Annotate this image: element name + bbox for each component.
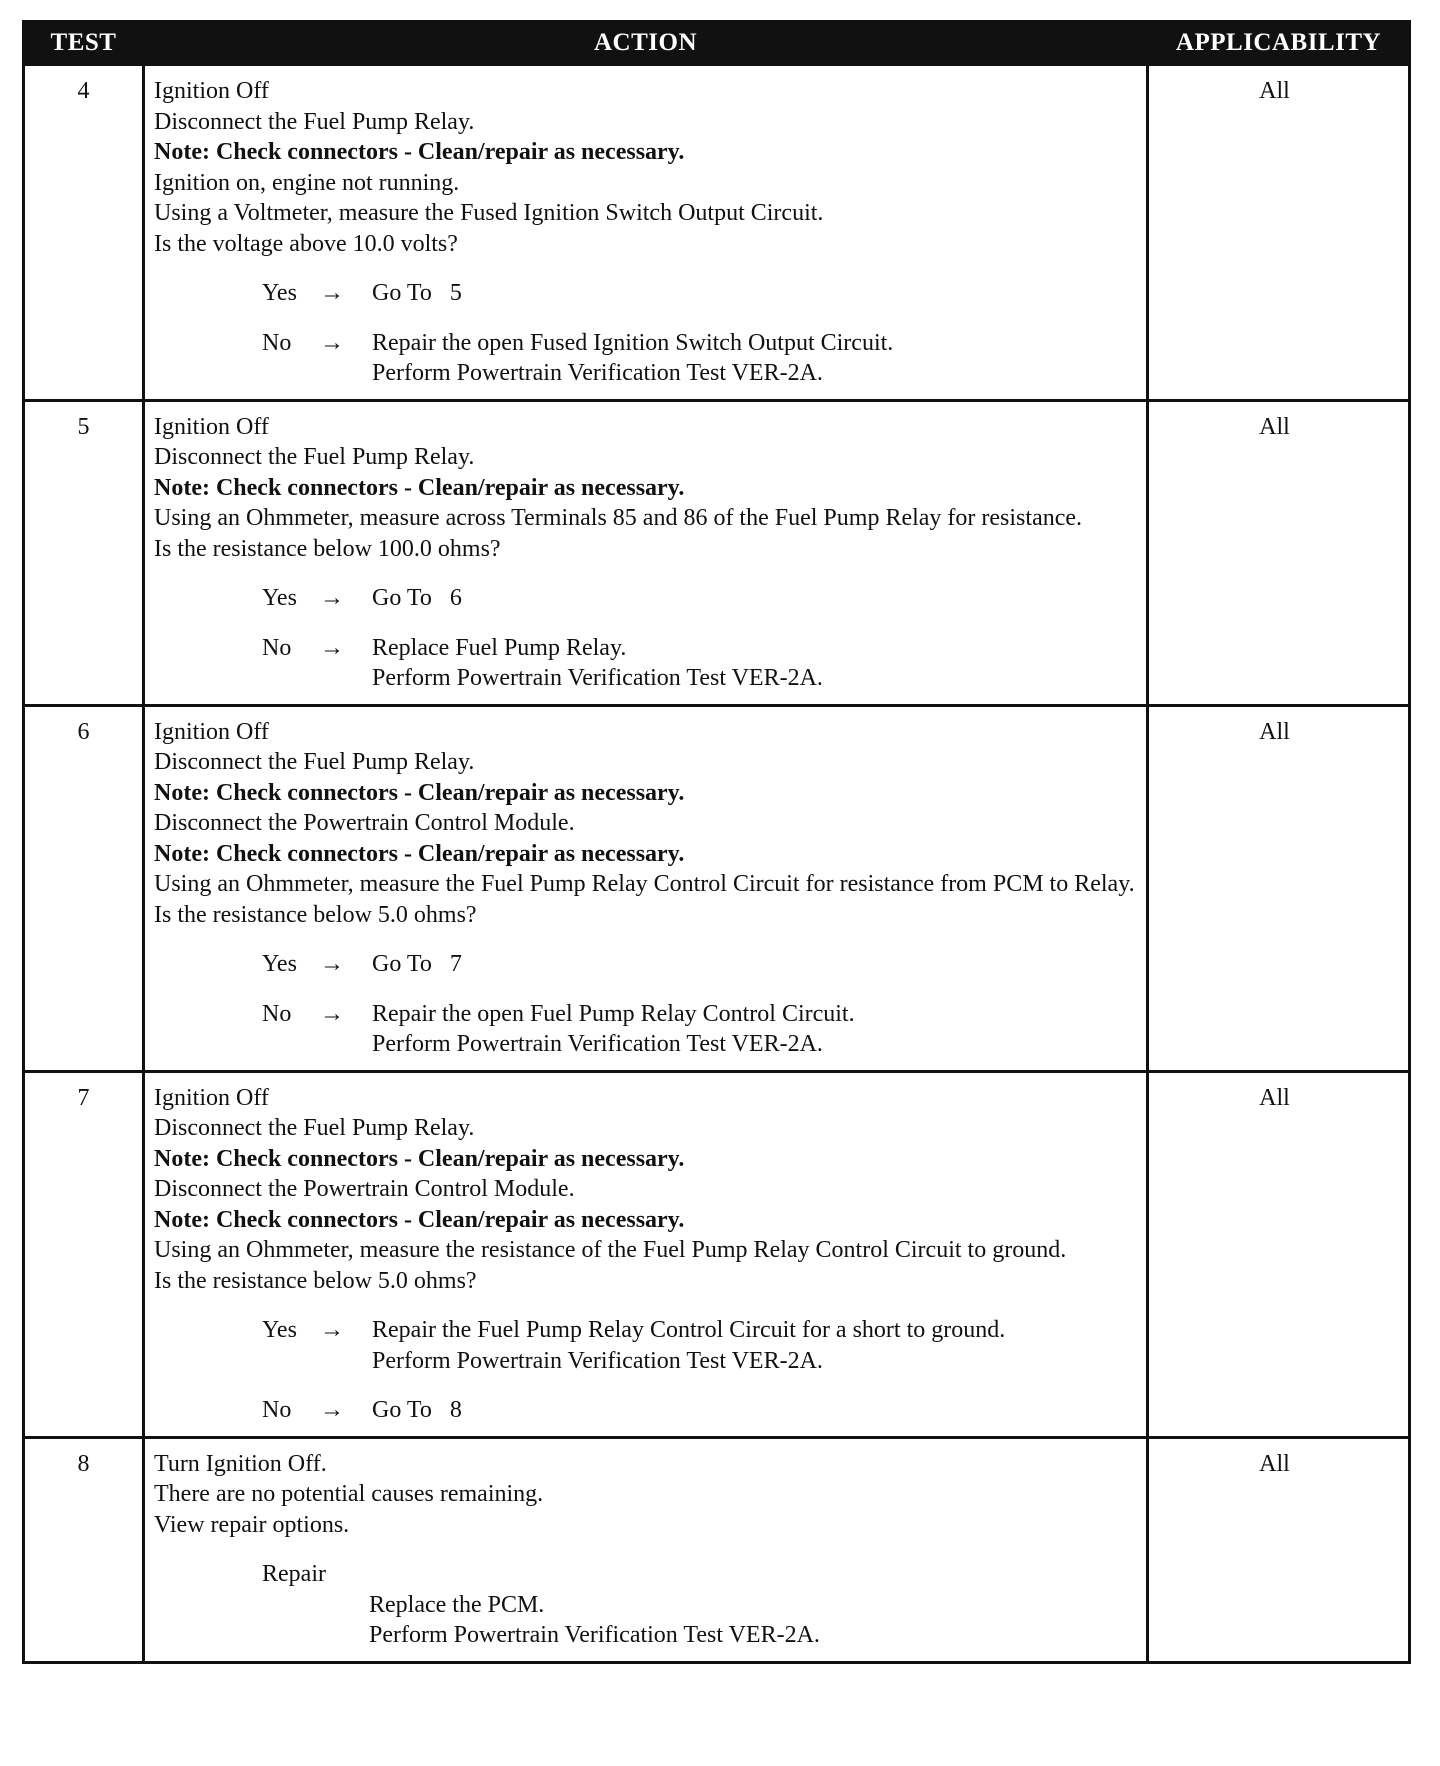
table-body — [24, 65, 1410, 1663]
arrow-icon: → — [320, 280, 344, 306]
action-step: View repair options. — [154, 1511, 350, 1538]
action-step: Using an Ohmmeter, measure across Terminals 85 and 86 of the Fuel Pump Relay for resistance. — [154, 505, 1083, 531]
header-action: ACTION — [144, 22, 1148, 65]
action-note: Note: Check connectors - Clean/repair as necessary. — [154, 1206, 685, 1233]
result-branch — [262, 328, 1140, 389]
action-step: Is the resistance below 5.0 ohms? — [154, 1267, 477, 1294]
result-line: Perform Powertrain Verification Test VER-2A. — [372, 360, 823, 386]
action-step: Using an Ohmmeter, measure the Fuel Pump Relay Control Circuit for resistance from PCM to Relay. — [154, 871, 1135, 897]
table-row — [24, 400, 1410, 705]
action-note: Note: Check connectors - Clean/repair as necessary. — [154, 840, 685, 867]
arrow-icon: → — [320, 1000, 344, 1027]
action-step: Disconnect the Powertrain Control Module. — [154, 1176, 575, 1202]
repair-step: Replace the PCM. — [369, 1591, 545, 1618]
result-line: Perform Powertrain Verification Test VER-2A. — [372, 665, 823, 691]
table-header-row — [24, 22, 1410, 65]
action-note: Note: Check connectors - Clean/repair as necessary. — [154, 139, 685, 165]
action-step: There are no potential causes remaining. — [154, 1481, 544, 1507]
header-applicability: APPLICABILITY — [1148, 22, 1410, 65]
table-row — [24, 65, 1410, 401]
branch-result — [372, 999, 1140, 1060]
result-branch — [262, 633, 1140, 694]
action-step: Ignition Off — [154, 78, 269, 104]
action-step: Disconnect the Fuel Pump Relay. — [154, 1115, 475, 1141]
action-step: Ignition on, engine not running. — [154, 169, 460, 196]
result-branch — [262, 949, 1140, 980]
arrow-icon: → — [320, 1397, 344, 1423]
applicability-value: All — [1148, 705, 1410, 1071]
action-step: Disconnect the Powertrain Control Module. — [154, 810, 575, 836]
table-row — [24, 1437, 1410, 1662]
action-step: Using an Ohmmeter, measure the resistance of the Fuel Pump Relay Control Circuit to ground. — [154, 1237, 1067, 1263]
action-cell — [144, 1437, 1148, 1662]
arrow-icon: → — [320, 585, 344, 611]
applicability-value: All — [1148, 65, 1410, 401]
result-branch — [262, 583, 1140, 614]
branch-label: No — [262, 1397, 292, 1423]
action-note: Note: Check connectors - Clean/repair as necessary. — [154, 1145, 685, 1172]
action-cell — [144, 705, 1148, 1071]
action-step: Disconnect the Fuel Pump Relay. — [154, 749, 475, 775]
action-cell — [144, 400, 1148, 705]
result-line: Go To 7 — [372, 951, 462, 977]
result-line: Repair the Fuel Pump Relay Control Circuit for a short to ground. — [372, 1317, 1006, 1343]
action-step: Is the resistance below 100.0 ohms? — [154, 535, 501, 562]
branch-label: No — [262, 329, 292, 356]
branch-result — [372, 949, 1140, 980]
branch-label: No — [262, 634, 292, 661]
result-line: Go To 5 — [372, 280, 462, 306]
action-step: Is the resistance below 5.0 ohms? — [154, 901, 477, 928]
diagnostic-test-table — [22, 20, 1411, 1664]
action-cell — [144, 65, 1148, 401]
test-number: 6 — [24, 705, 144, 1071]
action-cell — [144, 1071, 1148, 1437]
result-branch — [262, 999, 1140, 1060]
header-test: TEST — [24, 22, 144, 65]
repair-label: Repair — [262, 1561, 326, 1587]
result-line: Perform Powertrain Verification Test VER-2A. — [372, 1347, 823, 1374]
action-step: Turn Ignition Off. — [154, 1450, 327, 1477]
branch-label: No — [262, 1000, 292, 1027]
result-line: Replace Fuel Pump Relay. — [372, 634, 627, 661]
arrow-icon: → — [320, 951, 344, 977]
arrow-icon: → — [320, 329, 344, 356]
action-note: Note: Check connectors - Clean/repair as necessary. — [154, 779, 685, 806]
result-line: Go To 8 — [372, 1397, 462, 1423]
result-branch — [262, 278, 1140, 309]
arrow-icon: → — [320, 634, 344, 661]
action-step: Disconnect the Fuel Pump Relay. — [154, 108, 475, 135]
action-note: Note: Check connectors - Clean/repair as necessary. — [154, 474, 685, 501]
action-step: Ignition Off — [154, 1084, 269, 1111]
branch-result — [372, 278, 1140, 309]
branch-label: Yes — [262, 280, 297, 306]
branch-result — [372, 633, 1140, 694]
arrow-icon: → — [320, 1317, 344, 1343]
action-step: Is the voltage above 10.0 volts? — [154, 230, 458, 257]
action-step: Using a Voltmeter, measure the Fused Ignition Switch Output Circuit. — [154, 200, 824, 226]
branch-result — [372, 1315, 1140, 1376]
branch-result — [372, 328, 1140, 389]
result-branch — [262, 1315, 1140, 1376]
result-line: Perform Powertrain Verification Test VER-2A. — [372, 1031, 823, 1057]
result-line: Go To 6 — [372, 585, 462, 611]
test-number: 5 — [24, 400, 144, 705]
action-step: Disconnect the Fuel Pump Relay. — [154, 444, 475, 470]
applicability-value: All — [1148, 400, 1410, 705]
test-number: 8 — [24, 1437, 144, 1662]
repair-step: Perform Powertrain Verification Test VER-2A. — [369, 1622, 820, 1648]
table-row — [24, 1071, 1410, 1437]
branch-result — [372, 583, 1140, 614]
branch-label: Yes — [262, 1317, 297, 1343]
result-line: Repair the open Fused Ignition Switch Output Circuit. — [372, 329, 894, 356]
test-number: 4 — [24, 65, 144, 401]
branch-label: Yes — [262, 951, 297, 977]
branch-label: Yes — [262, 585, 297, 611]
applicability-value: All — [1148, 1437, 1410, 1662]
result-branch — [262, 1395, 1140, 1426]
action-step: Ignition Off — [154, 718, 269, 745]
table-row — [24, 705, 1410, 1071]
applicability-value: All — [1148, 1071, 1410, 1437]
result-line: Repair the open Fuel Pump Relay Control Circuit. — [372, 1000, 855, 1027]
branch-result — [372, 1395, 1140, 1426]
action-step: Ignition Off — [154, 413, 269, 440]
test-number: 7 — [24, 1071, 144, 1437]
